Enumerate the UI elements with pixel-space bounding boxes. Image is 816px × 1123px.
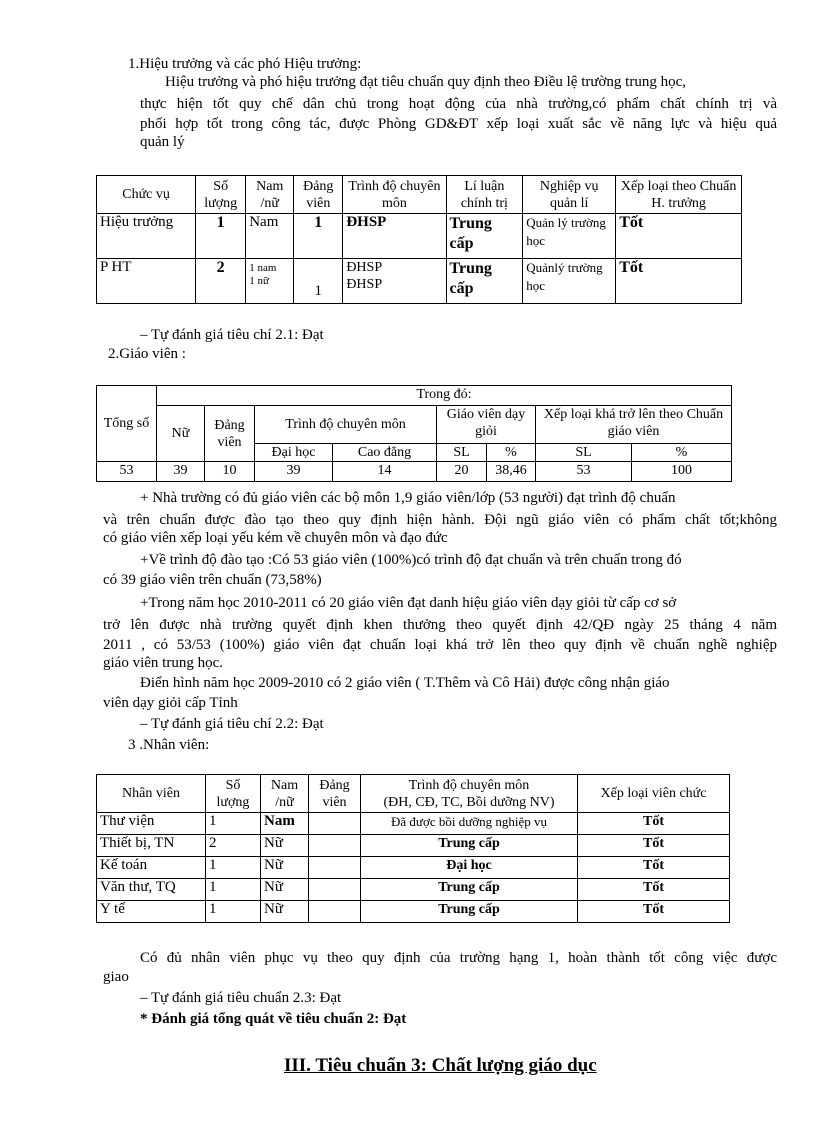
header-cell: Xếp loại theo Chuẩn H. trưởng <box>616 176 742 214</box>
cell-trinh-do-line: ĐHSP <box>346 277 383 292</box>
header-cell: Nghiệp vụ quản lí <box>523 176 616 214</box>
cell-ten: Thư viện <box>97 813 206 835</box>
header-percent: % <box>487 444 536 462</box>
header-cell: Đảng viên <box>294 176 343 214</box>
section-title: III. Tiêu chuẩn 3: Chất lượng giáo dục <box>284 1055 597 1076</box>
self-eval-2-1: – Tự đánh giá tiêu chí 2.1: Đạt <box>140 327 324 343</box>
principals-table <box>96 175 742 304</box>
header-cell: Nam /nữ <box>261 775 309 813</box>
cell-sl: 1 <box>206 813 261 835</box>
table-header-row <box>97 775 730 813</box>
section3-heading: 3 .Nhân viên: <box>128 737 210 753</box>
cell-ten: Văn thư, TQ <box>97 879 206 901</box>
cell-trinh-do-line: ĐHSP <box>346 260 383 275</box>
para-line: Điển hình năm học 2009-2010 có 2 giáo viên ( T.Thêm và Cô Hải) được công nhận giáo <box>140 675 670 691</box>
para-line: 2011 , có 53/53 (100%) giáo viên đạt chuẩn loại khá trở lên theo quy định về chuẩn nghề nghiệp <box>103 637 777 653</box>
table-header-row <box>97 176 742 214</box>
cell-trinh-do: Trung cấp <box>361 879 578 901</box>
para-line: có giáo viên xếp loại yếu kém về chuyên môn và đạo đức <box>103 530 448 546</box>
para-line: +Trong năm học 2010-2011 có 20 giáo viên đạt danh hiệu giáo viên dạy giỏi từ cấp cơ sở <box>140 595 677 611</box>
para-line: có 39 giáo viên trên chuẩn (73,58%) <box>103 572 322 588</box>
cell-nghiep-vu: Quảnlý trường học <box>523 259 616 304</box>
section1-para-line: thực hiện tốt quy chế dân chủ trong hoạt động của nhà trường,có phẩm chất chính trị và <box>140 96 777 112</box>
value-cell: 39 <box>255 462 333 482</box>
header-cell: Trình độ chuyên môn <box>343 176 446 214</box>
table-row <box>97 214 742 259</box>
header-cell-line: (ĐH, CĐ, TC, Bồi dưỡng NV) <box>383 794 555 810</box>
section1-heading: 1.Hiệu trưởng và các phó Hiệu trưởng: <box>128 56 362 72</box>
value-cell: 14 <box>333 462 437 482</box>
header-trong-do: Trong đó: <box>157 386 732 406</box>
header-cell: Nhân viên <box>97 775 206 813</box>
value-cell: 20 <box>437 462 487 482</box>
header-trinh-do: Trình độ chuyên môn <box>255 406 437 444</box>
staff-table <box>96 774 730 923</box>
cell-trinh-do: Đã được bồi dưỡng nghiệp vụ <box>361 813 578 835</box>
para-line: giáo viên trung học. <box>103 655 223 671</box>
section1-para-line: Hiệu trưởng và phó hiệu trưởng đạt tiêu chuẩn quy định theo Điều lệ trường trung học, <box>165 74 686 90</box>
header-cell: Đảng viên <box>309 775 361 813</box>
header-cell: Lí luận chính trị <box>446 176 523 214</box>
table-row <box>97 835 730 857</box>
cell-chuc-vu: Hiệu trưởng <box>97 214 196 259</box>
cell-nam-nu-line: 1 nữ <box>249 275 269 287</box>
cell-nam-nu: Nam <box>246 214 294 259</box>
header-sl: SL <box>437 444 487 462</box>
header-gv-gioi: Giáo viên dạy giỏi <box>437 406 536 444</box>
para-line: trở lên được nhà trường quyết định khen thưởng theo quyết định 42/QĐ ngày 25 tháng 4 năm <box>103 617 777 633</box>
header-sl: SL <box>536 444 632 462</box>
overall-eval: * Đánh giá tổng quát về tiêu chuẩn 2: Đạt <box>140 1011 407 1027</box>
cell-trinh-do: Đại học <box>361 857 578 879</box>
table-row <box>97 259 742 304</box>
self-eval-2-3: – Tự đánh giá tiêu chuẩn 2.3: Đạt <box>140 990 342 1006</box>
table-row <box>97 901 730 923</box>
section1-para-line: quản lý <box>140 134 185 150</box>
cell-chuc-vu: P HT <box>97 259 196 304</box>
table-row <box>97 813 730 835</box>
cell-nghiep-vu: Quản lý trường học <box>523 214 616 259</box>
cell-so-luong: 2 <box>196 259 246 304</box>
cell-nam-nu: Nam <box>261 813 309 835</box>
cell-xep-loai: Tốt <box>578 813 730 835</box>
value-cell: 10 <box>205 462 255 482</box>
header-cell: Nam /nữ <box>246 176 294 214</box>
cell-nam-nu: Nữ <box>261 857 309 879</box>
cell-nam-nu-line: 1 nam <box>249 262 277 274</box>
cell-nam-nu: Nữ <box>261 901 309 923</box>
cell-xep-loai: Tốt <box>616 214 742 259</box>
header-cell-line: Trình độ chuyên môn <box>408 777 530 793</box>
table-row <box>97 857 730 879</box>
cell-trinh-do: Trung cấp <box>361 835 578 857</box>
cell-sl: 1 <box>206 879 261 901</box>
header-cell: Số lượng <box>206 775 261 813</box>
cell-ten: Thiết bị, TN <box>97 835 206 857</box>
value-cell: 100 <box>632 462 732 482</box>
cell-ten: Y tế <box>97 901 206 923</box>
self-eval-2-2: – Tự đánh giá tiêu chí 2.2: Đạt <box>140 716 324 732</box>
cell-so-luong: 1 <box>196 214 246 259</box>
header-cell: Số lượng <box>196 176 246 214</box>
teachers-table <box>96 385 732 482</box>
value-cell: 38,46 <box>487 462 536 482</box>
cell-ten: Kế toán <box>97 857 206 879</box>
section2-heading: 2.Giáo viên : <box>108 346 186 362</box>
table-row <box>97 879 730 901</box>
header-cao-dang: Cao đẳng <box>333 444 437 462</box>
cell-xep-loai: Tốt <box>578 879 730 901</box>
cell-dang-vien: 1 <box>294 214 343 259</box>
header-dang-vien: Đảng viên <box>205 406 255 462</box>
header-cell: Chức vụ <box>97 176 196 214</box>
cell-xep-loai: Tốt <box>616 259 742 304</box>
cell-xep-loai: Tốt <box>578 901 730 923</box>
cell-nam-nu: Nữ <box>261 835 309 857</box>
header-tong-so: Tổng số <box>97 386 157 462</box>
cell-li-luan: Trung cấp <box>446 259 523 304</box>
para-line: Có đủ nhân viên phục vụ theo quy định của trường hạng 1, hoàn thành tốt công việc được <box>140 950 777 966</box>
cell-sl: 1 <box>206 857 261 879</box>
para-line: +Về trình độ đào tạo :Có 53 giáo viên (100%)có trình độ đạt chuẩn và trên chuẩn trong đó <box>140 552 682 568</box>
cell-trinh-do: ĐHSP <box>343 214 446 259</box>
para-line: giao <box>103 969 129 985</box>
cell-xep-loai: Tốt <box>578 835 730 857</box>
cell-li-luan: Trung cấp <box>446 214 523 259</box>
cell-sl: 2 <box>206 835 261 857</box>
header-nu: Nữ <box>157 406 205 462</box>
para-line: + Nhà trường có đủ giáo viên các bộ môn 1,9 giáo viên/lớp (53 người) đạt trình độ chuẩn <box>140 490 676 506</box>
header-xep-loai: Xếp loại khá trở lên theo Chuẩn giáo viên <box>536 406 732 444</box>
header-dai-hoc: Đại học <box>255 444 333 462</box>
cell-xep-loai: Tốt <box>578 857 730 879</box>
header-percent: % <box>632 444 732 462</box>
cell-trinh-do: Trung cấp <box>361 901 578 923</box>
value-cell: 53 <box>536 462 632 482</box>
header-cell: Xếp loại viên chức <box>578 775 730 813</box>
value-cell: 53 <box>97 462 157 482</box>
cell-nam-nu: Nữ <box>261 879 309 901</box>
para-line: và trên chuẩn được đào tạo theo quy định hiện hành. Đội ngũ giáo viên có phẩm chất tốt;không <box>103 512 777 528</box>
cell-dang-vien: 1 <box>294 259 343 304</box>
para-line: viên dạy giỏi cấp Tỉnh <box>103 695 238 711</box>
section1-para-line: phối hợp tốt trong công tác, được Phòng GD&ĐT xếp loại xuất sắc về năng lực và hiệu quả <box>140 116 777 132</box>
table-row <box>97 462 732 482</box>
cell-sl: 1 <box>206 901 261 923</box>
value-cell: 39 <box>157 462 205 482</box>
